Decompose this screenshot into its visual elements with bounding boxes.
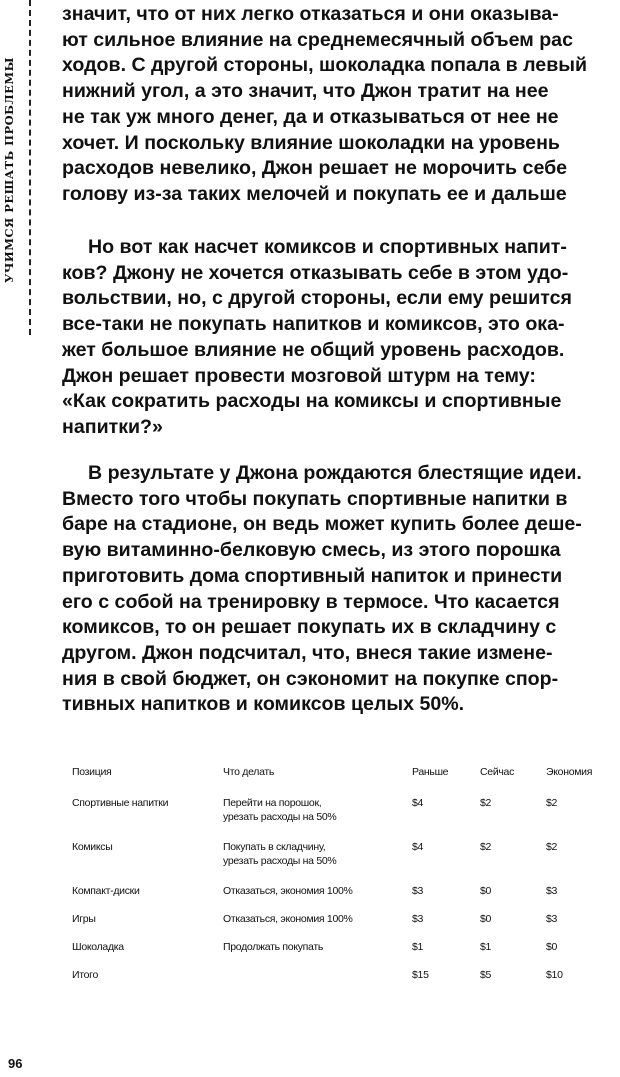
text-line: «Как сократить расходы на комиксы и спортивные	[62, 390, 562, 413]
column-header: Позиция	[72, 766, 112, 778]
table-row	[72, 840, 616, 884]
text-line: Но вот как насчет комиксов и спортивных напит-	[88, 236, 567, 258]
action-cell: Отказаться, экономия 100%	[223, 913, 353, 925]
savings-cell: $2	[546, 797, 558, 809]
text-line: значит, что от них легко отказаться и они оказыва-	[62, 3, 559, 25]
page-number: 96	[8, 1056, 23, 1071]
text-line: комиксов, то он решает покупать их в складчину с	[62, 616, 557, 639]
savings-cell: $2	[546, 841, 558, 853]
savings-cell: $3	[546, 885, 558, 897]
paragraph-2	[62, 235, 620, 441]
action-cell: Продолжать покупать	[223, 941, 324, 953]
item-cell: Шоколадка	[72, 941, 124, 953]
before-cell: $15	[412, 969, 429, 981]
now-cell: $0	[480, 885, 492, 897]
text-line: другом. Джон подсчитал, что, внеся такие измене-	[62, 641, 553, 664]
paragraph-3	[62, 461, 620, 718]
table-row	[72, 796, 616, 840]
table-row	[72, 940, 616, 968]
text-line: вую витаминно-белковую смесь, из этого порошка	[62, 539, 561, 562]
text-line: ходов. С другой стороны, шоколадка попала в левый	[62, 54, 588, 77]
text-line: расходов невелико, Джон решает не морочить себе	[62, 157, 568, 180]
text-line: ния в свой бюджет, он сэкономит на покупке спор-	[62, 667, 559, 690]
action-line: Покупать в складчину,	[223, 841, 326, 853]
running-head-text: УЧИМСЯ РЕШАТЬ ПРОБЛЕМЫ	[2, 57, 17, 283]
column-header: Что делать	[223, 766, 275, 778]
item-cell: Итого	[72, 969, 99, 981]
action-cell	[223, 840, 412, 884]
text-line: В результате у Джона рождаются блестящие идеи.	[88, 462, 582, 484]
table-total-row	[72, 968, 616, 996]
item-cell: Компакт-диски	[72, 885, 140, 897]
text-line: голову из-за таких мелочей и покупать ее и дальше	[62, 182, 567, 205]
before-cell: $1	[412, 941, 424, 953]
text-line: приготовить дома спортивный напиток и принести	[62, 564, 563, 587]
table-row	[72, 884, 616, 912]
text-line: ют сильное влияние на среднемесячный объем рас	[62, 28, 573, 51]
text-line: все-таки не покупать напитков и комиксов, это ока-	[62, 313, 565, 336]
column-header: Раньше	[412, 766, 449, 778]
paragraph-1	[62, 2, 620, 208]
budget-table	[72, 766, 616, 996]
before-cell: $4	[412, 797, 424, 809]
column-header: Экономия	[546, 766, 593, 778]
action-line: Перейти на порошок,	[223, 797, 322, 809]
action-cell	[223, 796, 412, 840]
text-line: хочет. И поскольку влияние шоколадки на уровень	[62, 131, 560, 154]
column-header: Сейчас	[480, 766, 515, 778]
before-cell: $3	[412, 885, 424, 897]
before-cell: $3	[412, 913, 424, 925]
action-line: урезать расходы на 50%	[223, 855, 337, 867]
text-line: не так уж много денег, да и отказываться от нее не	[62, 105, 559, 128]
table-row	[72, 912, 616, 940]
action-line: урезать расходы на 50%	[223, 811, 337, 823]
text-line: баре на стадионе, он ведь может купить более деше-	[62, 513, 582, 536]
text-line: вольствии, но, с другой стороны, если ему решится	[62, 287, 572, 310]
text-line: Вместо того чтобы покупать спортивные напитки в	[62, 487, 568, 510]
running-head	[0, 0, 20, 340]
text-line: ков? Джону не хочется отказывать себе в этом удо-	[62, 261, 569, 284]
savings-cell: $0	[546, 941, 558, 953]
action-cell	[223, 968, 412, 996]
item-cell: Игры	[72, 913, 96, 925]
running-head-divider	[29, 0, 31, 335]
now-cell: $2	[480, 797, 492, 809]
now-cell: $1	[480, 941, 492, 953]
savings-cell: $3	[546, 913, 558, 925]
text-line: Джон решает провести мозговой штурм на тему:	[62, 364, 536, 387]
savings-cell: $10	[546, 969, 563, 981]
text-line: напитки?»	[62, 415, 163, 438]
text-line: тивных напитков и комиксов целых 50%.	[62, 693, 465, 716]
now-cell: $2	[480, 841, 492, 853]
item-cell: Спортивные напитки	[72, 797, 169, 809]
action-cell: Отказаться, экономия 100%	[223, 885, 353, 897]
text-line: жет большое влияние не общий уровень расходов.	[62, 338, 565, 361]
now-cell: $5	[480, 969, 492, 981]
item-cell: Комиксы	[72, 841, 113, 853]
text-line: его с собой на тренировку в термосе. Что касается	[62, 590, 560, 613]
table-header-row	[72, 766, 616, 796]
text-line: нижний угол, а это значит, что Джон тратит на нее	[62, 80, 549, 103]
before-cell: $4	[412, 841, 424, 853]
now-cell: $0	[480, 913, 492, 925]
